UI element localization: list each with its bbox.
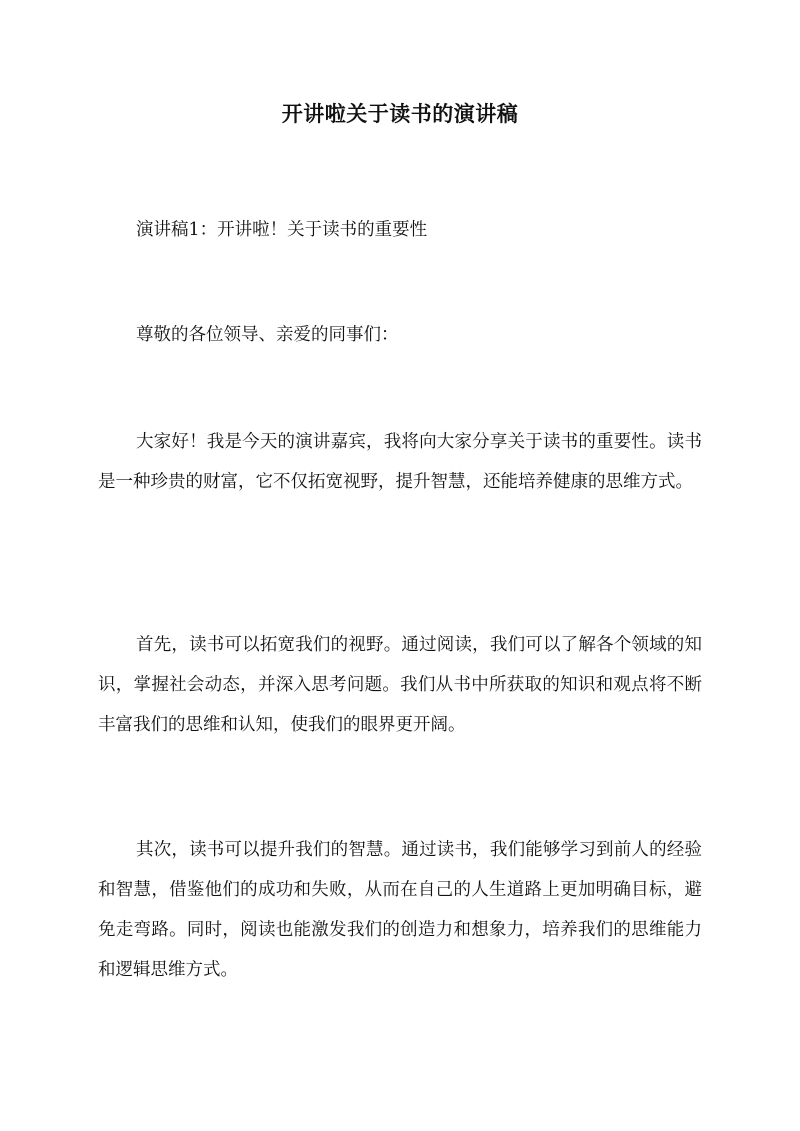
paragraph-second-point: 其次，读书可以提升我们的智慧。通过读书，我们能够学习到前人的经验和智慧，借鉴他们的成功和失败，从而在自己的人生道路上更加明确目标，避免走弯路。同时，阅读也能激发我们的创造力和想象力，培养我们的思维能力和逻辑思维方式。 — [98, 840, 702, 980]
paragraph-first-point: 首先，读书可以拓宽我们的视野。通过阅读，我们可以了解各个领域的知识，掌握社会动态，并深入思考问题。我们从书中所获取的知识和观点将不断丰富我们的思维和认知，使我们的眼界更开阔。 — [98, 635, 702, 735]
greeting-line: 尊敬的各位领导、亲爱的同事们： — [136, 325, 399, 345]
speech-subtitle: 演讲稿1：开讲啦！关于读书的重要性 — [136, 220, 428, 240]
paragraph-intro: 大家好！我是今天的演讲嘉宾，我将向大家分享关于读书的重要性。读书是一种珍贵的财富，它不仅拓宽视野，提升智慧，还能培养健康的思维方式。 — [98, 432, 702, 492]
document-title: 开讲啦关于读书的演讲稿 — [281, 101, 519, 126]
